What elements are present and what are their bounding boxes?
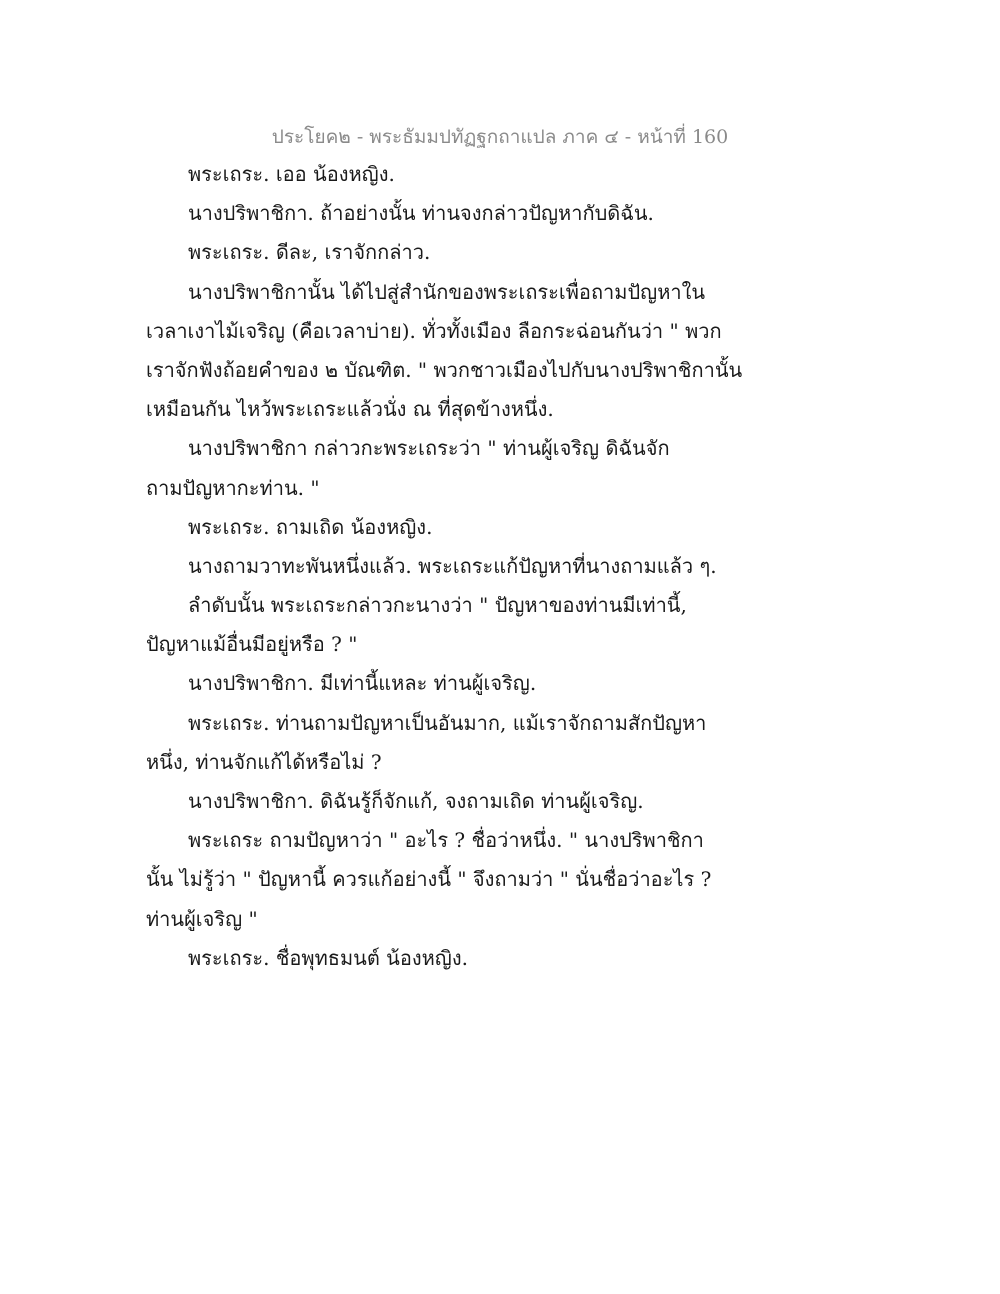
text-line: เหมือนกัน ไหว้พระเถระแล้วนั่ง ณ ที่สุดข้างหนึ่ง. [146,397,554,422]
text-line: ท่านผู้เจริญ " [146,906,258,931]
text-line: นางปริพาชิกา. มีเท่านี้แหละ ท่านผู้เจริญ. [188,671,537,696]
text-line: นางปริพาชิกานั้น ได้ไปสู่สำนักของพระเถระเพื่อถามปัญหาใน [188,279,706,304]
text-line: นางปริพาชิกา. ดิฉันรู้ก็จักแก้, จงถามเถิด ท่านผู้เจริญ. [188,789,644,813]
text-line: พระเถระ ถามปัญหาว่า " อะไร ? ชื่อว่าหนึ่ง. " นางปริพาชิกา [188,828,704,853]
text-line: เราจักฟังถ้อยคำของ ๒ บัณฑิต. " พวกชาวเมืองไปกับนางปริพาชิกานั้น [146,357,743,382]
text-line: หนึ่ง, ท่านจักแก้ได้หรือไม่ ? [146,749,382,774]
text-line: พระเถระ. ถามเถิด น้องหญิง. [188,514,433,539]
text-line: พระเถระ. ท่านถามปัญหาเป็นอันมาก, แม้เราจักถามสักปัญหา [188,710,707,735]
text-line: นางปริพาชิกา. ถ้าอย่างนั้น ท่านจงกล่าวปัญหากับดิฉัน. [188,201,654,226]
text-line: ถามปัญหากะท่าน. " [146,475,320,500]
running-header: ประโยค๒ - พระธัมมปทัฏฐกถาแปล ภาค ๔ - หน้าที่ 160 [271,126,729,148]
text-line: นางปริพาชิกา กล่าวกะพระเถระว่า " ท่านผู้เจริญ ดิฉันจัก [188,436,670,461]
text-line: ลำดับนั้น พระเถระกล่าวกะนางว่า " ปัญหาของท่านมีเท่านี้, [188,593,687,618]
text-line: เวลาเงาไม้เจริญ (คือเวลาบ่าย). ทั่วทั้งเมือง ลือกระฉ่อนกันว่า " พวก [146,318,722,343]
text-line: พระเถระ. ดีละ, เราจักกล่าว. [188,240,431,265]
text-line: นั้น ไม่รู้ว่า " ปัญหานี้ ควรแก้อย่างนี้ " จึงถามว่า " นั่นชื่อว่าอะไร ? [146,867,712,892]
text-line: พระเถระ. เออ น้องหญิง. [188,162,395,186]
body-text [146,155,743,978]
text-line: ปัญหาแม้อื่นมีอยู่หรือ ? " [146,632,358,657]
text-line: พระเถระ. ชื่อพุทธมนต์ น้องหญิง. [188,945,468,970]
text-line: นางถามวาทะพันหนึ่งแล้ว. พระเถระแก้ปัญหาที่นางถามแล้ว ๆ. [188,553,717,578]
